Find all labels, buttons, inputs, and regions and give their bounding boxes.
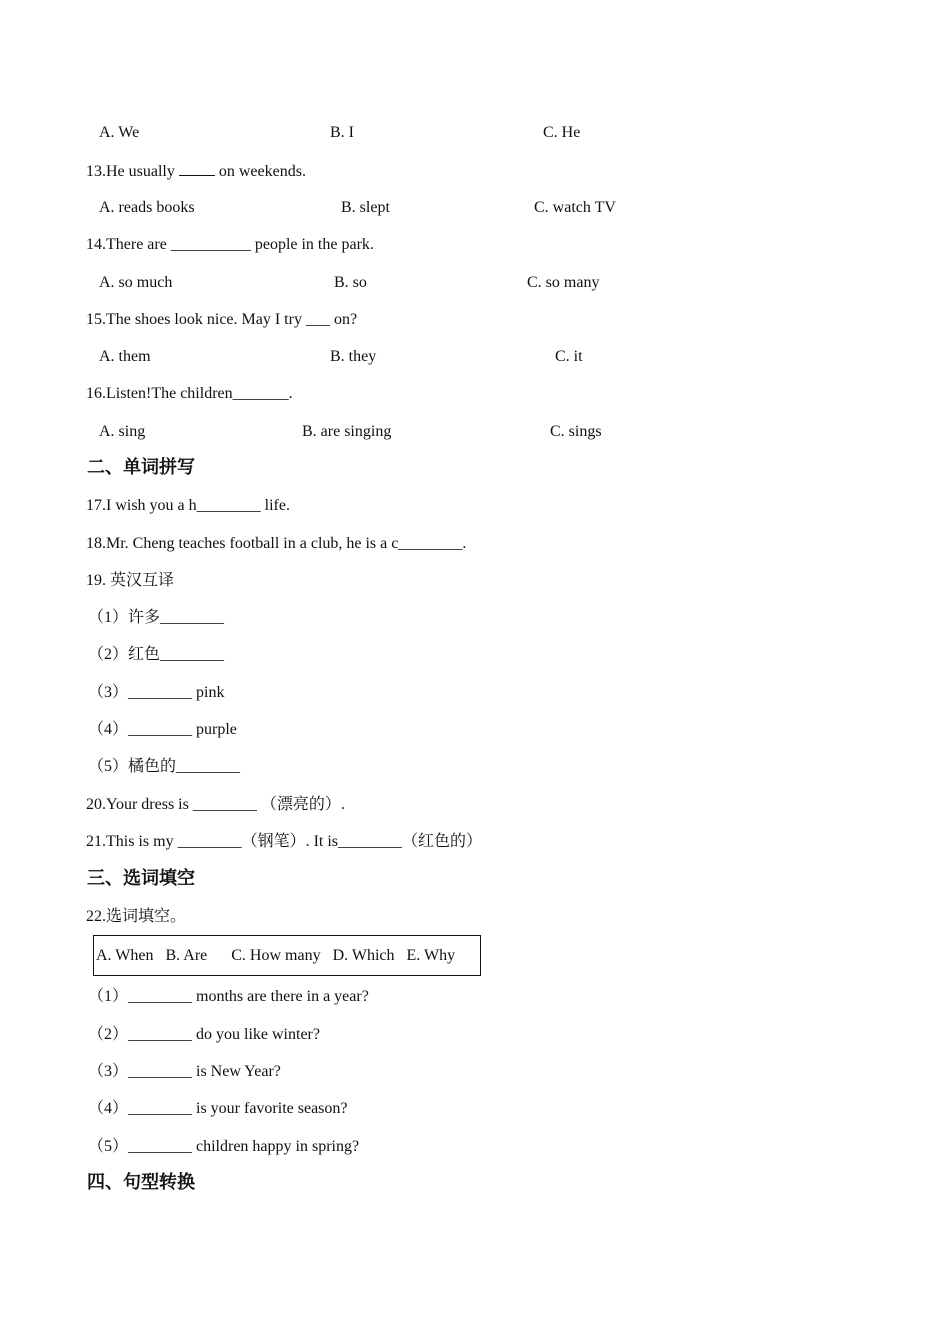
question-18: 18.Mr. Cheng teaches football in a club, he is a c________. [86, 535, 467, 552]
q15-option-b: B. they [330, 348, 377, 365]
word-bank-text: A. When B. Are C. How many D. Which E. Why [96, 946, 456, 964]
question-13-blank [179, 161, 215, 176]
q19-item-1: （1）许多________ [88, 609, 225, 626]
q22-item-3: （3）________ is New Year? [88, 1063, 281, 1080]
section-heading-4: 四、句型转换 [87, 1172, 195, 1193]
q13-option-b: B. slept [341, 199, 390, 216]
q12-option-c: C. He [543, 124, 581, 141]
question-13-suffix: on weekends. [214, 163, 306, 180]
question-22: 22.选词填空。 [86, 908, 187, 925]
q15-option-c: C. it [555, 348, 583, 365]
q16-option-c: C. sings [550, 423, 602, 440]
question-14: 14.There are __________ people in the park. [86, 236, 374, 253]
q19-item-3: （3）________ pink [88, 684, 225, 701]
question-15: 15.The shoes look nice. May I try ___ on? [86, 311, 358, 328]
question-13 [86, 161, 306, 182]
q13-option-a: A. reads books [99, 199, 195, 216]
q16-option-b: B. are singing [302, 423, 392, 440]
q14-option-b: B. so [334, 274, 367, 291]
question-20: 20.Your dress is ________ （漂亮的）. [86, 796, 345, 813]
question-21: 21.This is my ________（钢笔）. It is________（红色的） [86, 833, 483, 850]
question-17: 17.I wish you a h________ life. [86, 497, 290, 514]
q22-item-1: （1）________ months are there in a year? [88, 988, 369, 1005]
q15-option-a: A. them [99, 348, 151, 365]
q16-option-a: A. sing [99, 423, 146, 440]
section-heading-2: 二、单词拼写 [87, 457, 195, 478]
q19-item-4: （4）________ purple [88, 721, 237, 738]
q22-item-2: （2）________ do you like winter? [88, 1026, 320, 1043]
question-19: 19. 英汉互译 [86, 572, 175, 589]
question-16: 16.Listen!The children_______. [86, 385, 293, 402]
question-13-prefix: 13.He usually [86, 163, 179, 180]
word-bank-box [93, 935, 481, 976]
q19-item-5: （5）橘色的________ [88, 758, 241, 775]
q13-option-c: C. watch TV [534, 199, 616, 216]
q22-item-5: （5）________ children happy in spring? [88, 1138, 360, 1155]
section-heading-3: 三、选词填空 [87, 868, 195, 889]
q14-option-c: C. so many [527, 274, 600, 291]
q19-item-2: （2）红色________ [88, 646, 225, 663]
q12-option-b: B. I [330, 124, 354, 141]
q14-option-a: A. so much [99, 274, 173, 291]
q12-option-a: A. We [99, 124, 140, 141]
q22-item-4: （4）________ is your favorite season? [88, 1100, 348, 1117]
